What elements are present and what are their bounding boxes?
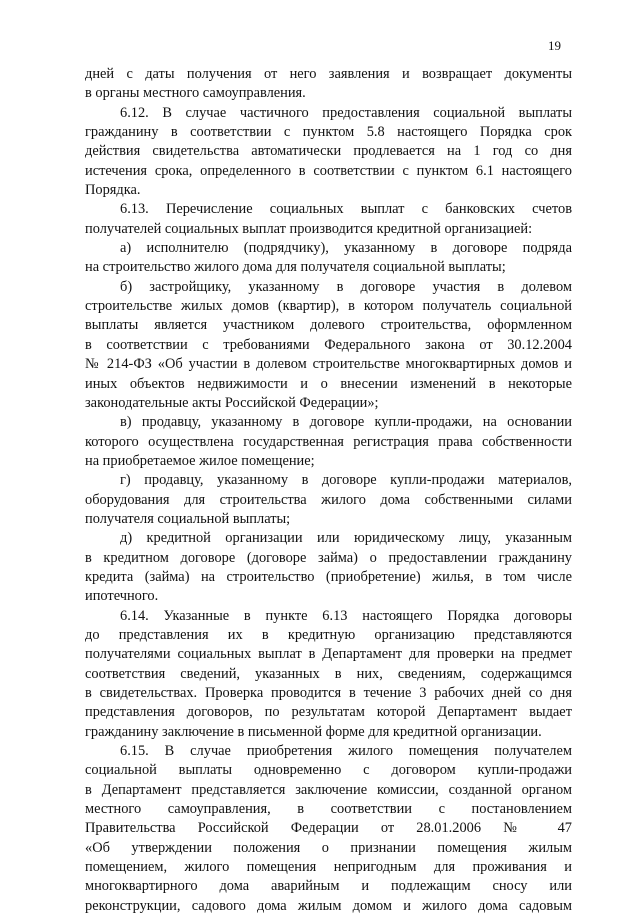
text-line: истечения срока, определенного в соответствии с пунктом 6.1 настоящего bbox=[85, 162, 572, 179]
text-line: действия свидетельства автоматически продлевается на 1 год со дня bbox=[85, 143, 572, 160]
text-line: б) застройщику, указанному в договоре участия в долевом bbox=[120, 278, 572, 295]
text-line: получателя социальной выплаты; bbox=[85, 510, 291, 527]
text-line: гражданину заключение в письменной форме для кредитной организации. bbox=[85, 723, 542, 740]
text-line: в свидетельствах. Проверка проводится в течение 3 рабочих дней со дня bbox=[85, 685, 572, 701]
text-line: д) кредитной организации или юридическому лицу, указанным bbox=[120, 530, 572, 547]
text-line: гражданину в соответствии с пунктом 5.8 настоящего Порядка срок bbox=[85, 124, 572, 141]
text-line: в соответствии с требованиями Федерального закона от 30.12.2004 bbox=[85, 336, 572, 353]
text-line: Правительства Российской Федерации от 28.01.2006 № 47 bbox=[85, 820, 572, 837]
text-line: оборудования для строительства жилого дома собственными силами bbox=[85, 491, 572, 508]
text-line: дней с даты получения от него заявления и возвращает документы bbox=[85, 66, 572, 82]
text-line: в органы местного самоуправления. bbox=[85, 85, 306, 102]
text-line: помещением, жилого помещения непригодным для проживания и bbox=[85, 859, 572, 876]
text-line: представления договоров, по результатам которой Департамент выдает bbox=[85, 704, 572, 721]
text-line: № 214-ФЗ «Об участии в долевом строительстве многоквартирных домов и bbox=[85, 356, 572, 373]
text-line: которого осуществлена государственная регистрация права собственности bbox=[85, 433, 572, 450]
text-line: на строительство жилого дома для получателя социальной выплаты; bbox=[85, 259, 506, 276]
text-line: выплаты является участником долевого строительства, оформленном bbox=[85, 317, 572, 334]
text-line: кредита (займа) на строительство (приобретение) жилья, в том числе bbox=[85, 568, 572, 585]
text-line: законодательные акты Российской Федерации»; bbox=[85, 394, 379, 411]
text-line: в) продавцу, указанному в договоре купли-продажи, на основании bbox=[120, 414, 572, 431]
text-line: г) продавцу, указанному в договоре купли-продажи материалов, bbox=[120, 472, 572, 489]
text-line: социальной выплаты одновременно с договором купли-продажи bbox=[85, 762, 572, 779]
text-line: 6.12. В случае частичного предоставления социальной выплаты bbox=[120, 104, 572, 121]
text-line: до представления их в кредитную организацию представляются bbox=[85, 626, 572, 643]
text-line: в Департамент представляется заключение комиссии, созданной органом bbox=[85, 781, 572, 798]
text-line: 6.14. Указанные в пункте 6.13 настоящего Порядка договоры bbox=[120, 607, 572, 624]
text-line: Порядка. bbox=[85, 182, 141, 199]
text-line: иных объектов недвижимости и о внесении изменений в некоторые bbox=[85, 375, 572, 392]
text-line: строительстве жилых домов (квартир), в котором получатель социальной bbox=[85, 298, 572, 315]
page-number: 19 bbox=[548, 38, 561, 53]
document-body bbox=[85, 65, 572, 916]
text-line: ипотечного. bbox=[85, 588, 159, 605]
text-line: местного самоуправления, в соответствии с постановлением bbox=[85, 801, 572, 818]
text-line: 6.13. Перечисление социальных выплат с банковских счетов bbox=[120, 201, 572, 218]
text-line: многоквартирного дома аварийным и подлежащим сносу или bbox=[85, 878, 572, 895]
text-line: соответствия сведений, указанных в них, сведениям, содержащимся bbox=[85, 665, 572, 682]
text-line: «Об утверждении положения о признании помещения жилым bbox=[85, 839, 572, 856]
text-line: 6.15. В случае приобретения жилого помещения получателем bbox=[120, 743, 572, 760]
text-line: получателями социальных выплат в Департамент для проверки на предмет bbox=[85, 646, 572, 663]
text-line: реконструкции, садового дома жилым домом и жилого дома садовым bbox=[85, 897, 572, 914]
text-line: а) исполнителю (подрядчику), указанному в договоре подряда bbox=[120, 240, 572, 257]
text-line: на приобретаемое жилое помещение; bbox=[85, 452, 315, 469]
text-line: в кредитном договоре (договоре займа) о предоставлении гражданину bbox=[85, 549, 572, 566]
text-line: получателей социальных выплат производится кредитной организацией: bbox=[85, 220, 533, 237]
